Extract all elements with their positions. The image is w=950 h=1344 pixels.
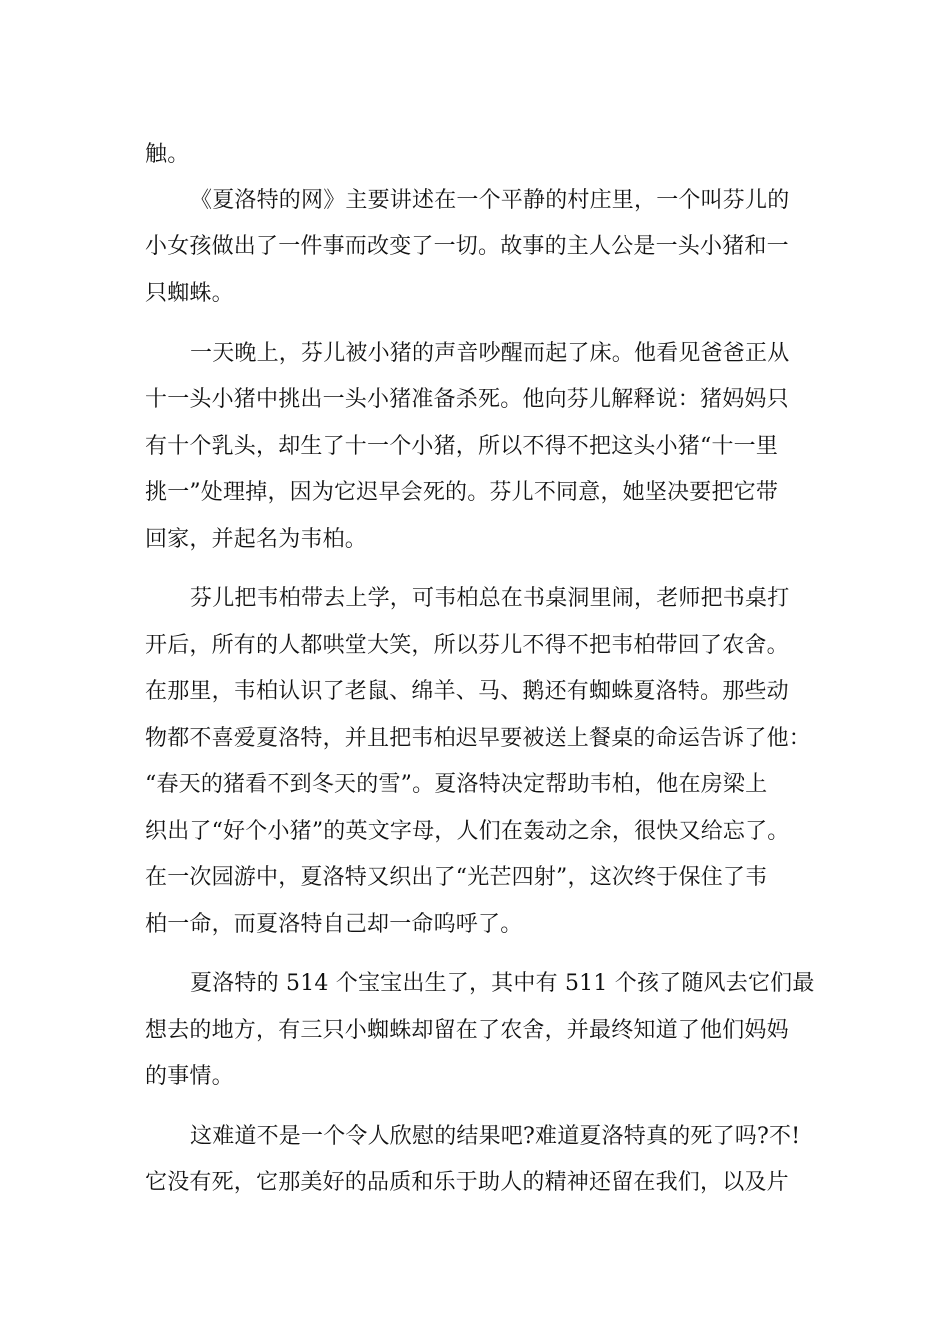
- text-line: 回家，并起名为韦柏。: [145, 527, 368, 552]
- text-line: 触。: [145, 142, 190, 167]
- text-line: 十一头小猪中挑出一头小猪准备杀死。他向芬儿解释说：猪妈妈只: [145, 387, 789, 412]
- text-line: 挑一”处理掉，因为它迟早会死的。芬儿不同意，她坚决要把它带: [145, 480, 779, 505]
- text-line: 它没有死，它那美好的品质和乐于助人的精神还留在我们，以及片: [145, 1170, 789, 1195]
- paragraph-babies-line: 夏洛特的 514 个宝宝出生了，其中有 511 个孩了随风去它们最: [190, 971, 815, 996]
- text-line: 织出了“好个小猪”的英文字母，人们在轰动之余，很快又给忘了。: [145, 819, 790, 844]
- text-line: 柏一命，而夏洛特自己却一命呜呼了。: [145, 912, 523, 937]
- text-line: 物都不喜爱夏洛特，并且把韦柏迟早要被送上餐桌的命运告诉了他：: [145, 726, 812, 751]
- paragraph-school-line: 芬儿把韦柏带去上学，可韦柏总在书桌洞里闹，老师把书桌打: [190, 586, 790, 611]
- text-line: 在那里，韦柏认识了老鼠、绵羊、马、鹅还有蜘蛛夏洛特。那些动: [145, 679, 789, 704]
- paragraph-night-line: 一天晚上，芬儿被小猪的声音吵醒而起了床。他看见爸爸正从: [190, 341, 790, 366]
- text-line: 只蜘蛛。: [145, 281, 234, 306]
- text-line: 想去的地方，有三只小蜘蛛却留在了农舍，并最终知道了他们妈妈: [145, 1018, 789, 1043]
- text-line: 开后，所有的人都哄堂大笑，所以芬儿不得不把韦柏带回了农舍。: [145, 633, 789, 658]
- paragraph-intro-line: 《夏洛特的网》主要讲述在一个平静的村庄里，一个叫芬儿的: [190, 188, 790, 213]
- text-line: 在一次园游中，夏洛特又织出了“光芒四射”，这次终于保住了韦: [145, 865, 768, 890]
- text-line: “春天的猪看不到冬天的雪”。夏洛特决定帮助韦柏，他在房梁上: [145, 772, 768, 797]
- paragraph-reflection-line: 这难道不是一个令人欣慰的结果吧?难道夏洛特真的死了吗?不!: [190, 1124, 801, 1149]
- text-line: 有十个乳头，却生了十一个小猪，所以不得不把这头小猪“十一里: [145, 434, 779, 459]
- text-line: 的事情。: [145, 1064, 234, 1089]
- text-line: 小女孩做出了一件事而改变了一切。故事的主人公是一头小猪和一: [145, 234, 789, 259]
